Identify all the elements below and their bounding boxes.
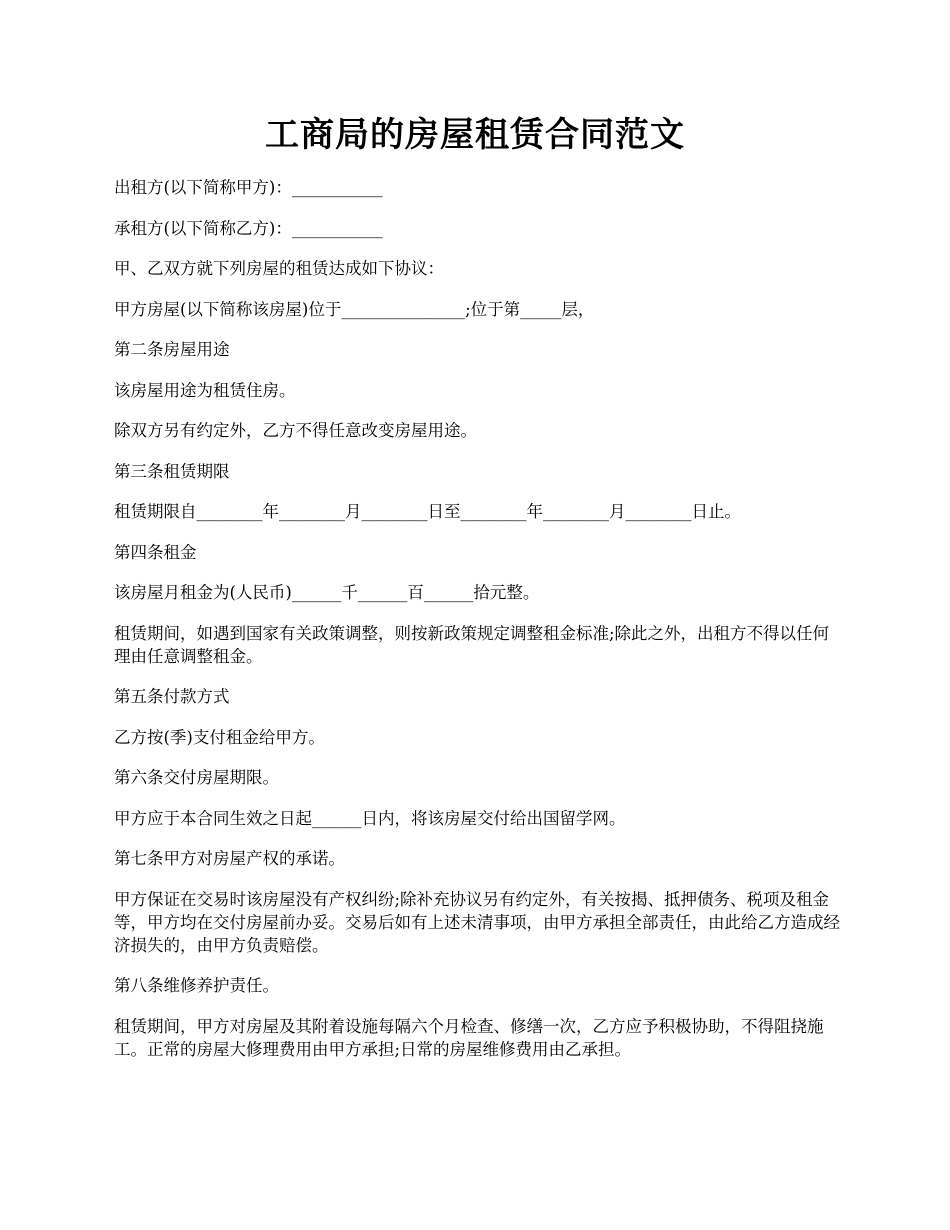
- clause-usage: 该房屋用途为租赁住房。: [114, 380, 296, 400]
- heading-article-8: 第八条维修养护责任。: [114, 976, 279, 995]
- clause-agreement-intro: 甲、乙双方就下列房屋的租赁达成如下协议：: [114, 259, 444, 278]
- heading-article-4: 第四条租金: [114, 542, 197, 562]
- document-body: [114, 176, 844, 1078]
- clause-monthly-rent: 该房屋月租金为(人民币)______千______百______拾元整。: [114, 583, 540, 602]
- clause-maintenance: 租赁期间，甲方对房屋及其附着设施每隔六个月检查、修缮一次，乙方应予积极协助，不得阻挠施工。正常的房屋大修理费用由甲方承担;日常的房屋维修费用由乙承担。: [114, 1016, 824, 1059]
- document-title: 工商局的房屋租赁合同范文: [265, 115, 685, 155]
- clause-property-warranty: 甲方保证在交易时该房屋没有产权纠纷;除补充协议另有约定外，有关按揭、抵押债务、税项及租金等，甲方均在交付房屋前办妥。交易后如有上述未清事项，由甲方承担全部责任，由此给乙方造成经济损失的，由甲方负责赔偿。: [114, 889, 840, 955]
- heading-article-7: 第七条甲方对房屋产权的承诺。: [114, 849, 345, 868]
- clause-lessee: 承租方(以下简称乙方)：___________: [114, 218, 383, 238]
- clause-lease-term: 租赁期限自________年________月________日至________年________月________日止。: [114, 502, 741, 521]
- clause-lessor: 出租方(以下简称甲方)：___________: [114, 178, 383, 197]
- clause-house-location: 甲方房屋(以下简称该房屋)位于_______________;位于第_____层，: [114, 299, 595, 319]
- heading-article-2: 第二条房屋用途: [114, 340, 230, 359]
- clause-usage-restriction: 除双方另有约定外，乙方不得任意改变房屋用途。: [114, 421, 477, 440]
- clause-payment: 乙方按(季)支付租金给甲方。: [114, 727, 325, 747]
- heading-article-5: 第五条付款方式: [114, 687, 230, 706]
- heading-article-3: 第三条租赁期限: [114, 461, 230, 481]
- clause-delivery: 甲方应于本合同生效之日起______日内，将该房屋交付给出国留学网。: [114, 808, 626, 828]
- clause-rent-adjustment: 租赁期间，如遇到国家有关政策调整，则按新政策规定调整租金标准;除此之外，出租方不得以任何理由任意调整租金。: [114, 623, 830, 666]
- heading-article-6: 第六条交付房屋期限。: [114, 768, 279, 787]
